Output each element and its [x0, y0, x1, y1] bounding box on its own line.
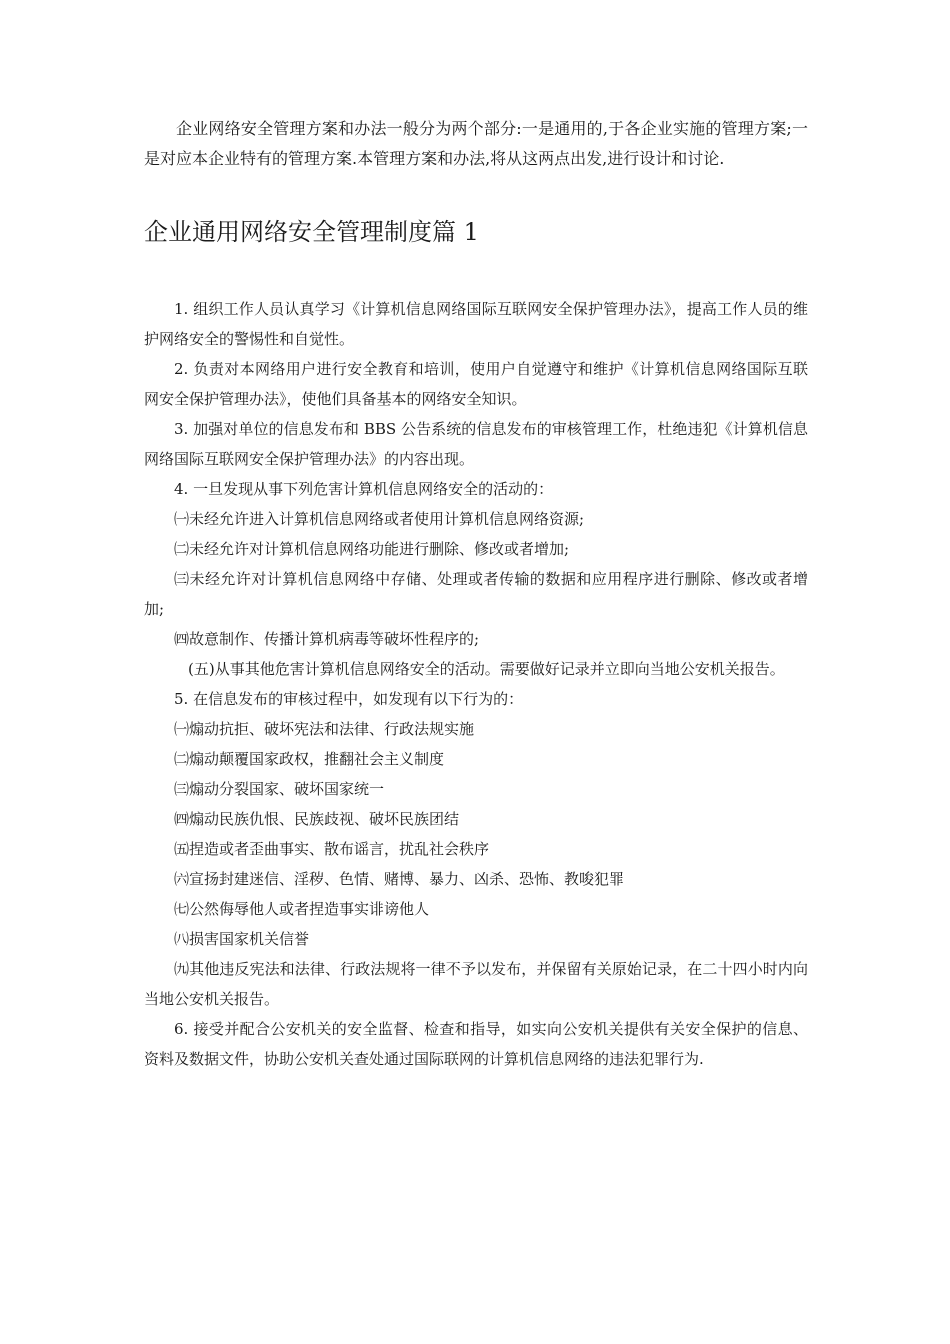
- paragraph-subitem-4-5: (五)从事其他危害计算机信息网络安全的活动。需要做好记录并立即向当地公安机关报告。: [188, 660, 785, 678]
- intro-section: [144, 114, 808, 174]
- paragraph-subitem-4-3: ㈢未经允许对计算机信息网络中存储、处理或者传输的数据和应用程序进行删除、修改或者增加;: [144, 570, 808, 618]
- paragraph-item-3: 3. 加强对单位的信息发布和 BBS 公告系统的信息发布的审核管理工作，杜绝违犯《计算机信息网络国际互联网安全保护管理办法》的内容出现。: [144, 420, 808, 468]
- paragraph-subitem-4-2: ㈡未经允许对计算机信息网络功能进行删除、修改或者增加;: [174, 540, 570, 558]
- paragraph-subitem-4-1: ㈠未经允许进入计算机信息网络或者使用计算机信息网络资源;: [174, 510, 585, 528]
- paragraph-subitem-4-4: ㈣故意制作、传播计算机病毒等破坏性程序的;: [174, 630, 480, 648]
- paragraph-subitem-5-9: ㈨其他违反宪法和法律、行政法规将一律不予以发布，并保留有关原始记录，在二十四小时内向当地公安机关报告。: [144, 960, 808, 1008]
- paragraph-subitem-5-4: ㈣煽动民族仇恨、民族歧视、破坏民族团结: [174, 810, 460, 828]
- paragraph-item-2: 2. 负责对本网络用户进行安全教育和培训，使用户自觉遵守和维护《计算机信息网络国际互联网安全保护管理办法》，使他们具备基本的网络安全知识。: [144, 360, 808, 408]
- document-content: [144, 114, 808, 1074]
- paragraph-item-5: 5. 在信息发布的审核过程中，如发现有以下行为的：: [174, 690, 524, 708]
- policy-body: [144, 294, 808, 1074]
- paragraph-subitem-5-2: ㈡煽动颠覆国家政权，推翻社会主义制度: [174, 750, 445, 768]
- paragraph-item-4: 4. 一旦发现从事下列危害计算机信息网络安全的活动的：: [174, 480, 554, 498]
- paragraph-subitem-5-8: ㈧损害国家机关信誉: [174, 930, 310, 948]
- paragraph-item-1: 1. 组织工作人员认真学习《计算机信息网络国际互联网安全保护管理办法》，提高工作人员的维护网络安全的警惕性和自觉性。: [144, 300, 808, 348]
- paragraph-subitem-5-1: ㈠煽动抗拒、破坏宪法和法律、行政法规实施: [174, 720, 475, 738]
- intro-paragraph: 企业网络安全管理方案和办法一般分为两个部分:一是通用的,于各企业实施的管理方案;一是对应本企业特有的管理方案.本管理方案和办法,将从这两点出发,进行设计和讨论.: [144, 119, 808, 168]
- paragraph-subitem-5-7: ㈦公然侮辱他人或者捏造事实诽谤他人: [174, 900, 430, 918]
- paragraph-subitem-5-3: ㈢煽动分裂国家、破坏国家统一: [174, 780, 385, 798]
- paragraph-subitem-5-5: ㈤捏造或者歪曲事实、散布谣言，扰乱社会秩序: [174, 840, 490, 858]
- paragraph-subitem-5-6: ㈥宣扬封建迷信、淫秽、色情、赌博、暴力、凶杀、恐怖、教唆犯罪: [174, 870, 625, 888]
- section-heading: 企业通用网络安全管理制度篇 1: [144, 218, 479, 246]
- paragraph-item-6: 6. 接受并配合公安机关的安全监督、检查和指导，如实向公安机关提供有关安全保护的信息、资料及数据文件，协助公安机关查处通过国际联网的计算机信息网络的违法犯罪行为.: [144, 1020, 808, 1068]
